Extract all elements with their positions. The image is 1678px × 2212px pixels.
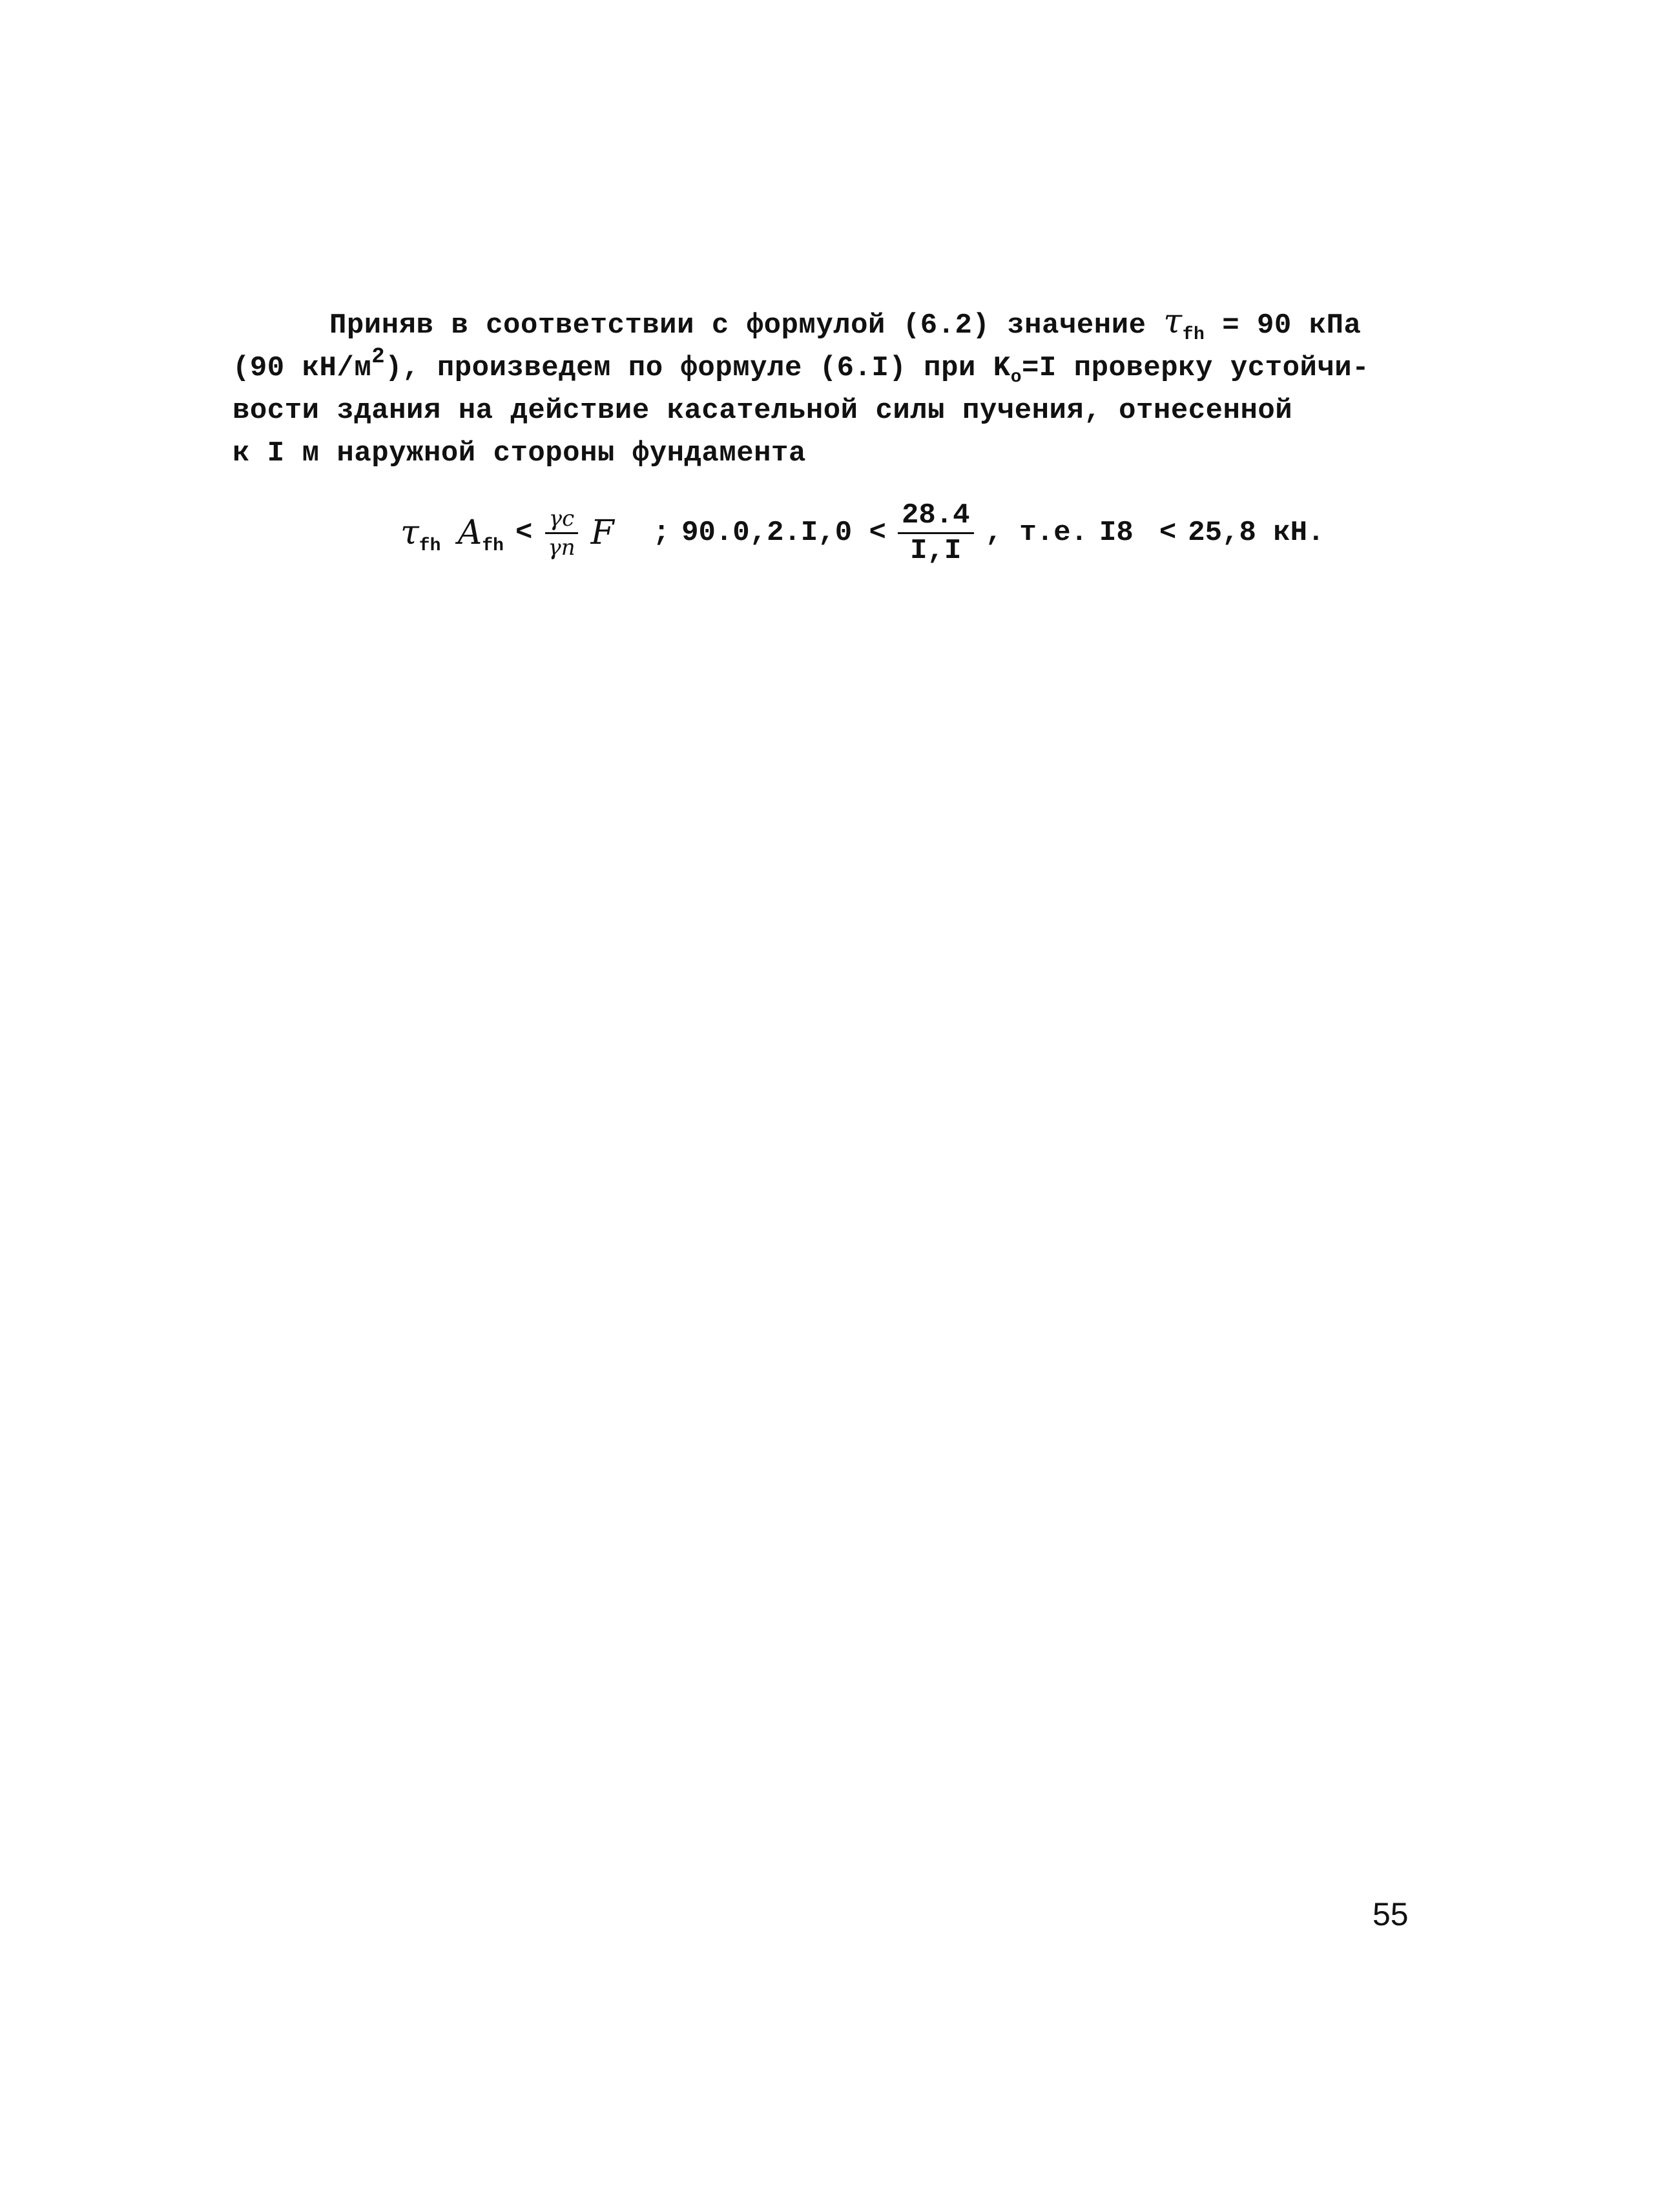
value-fraction [898,501,974,565]
paragraph-line-2 [233,347,1408,389]
area-symbol: A [457,513,482,552]
subscript: fh [419,535,441,556]
fraction-numerator: 28.4 [898,501,974,534]
gamma-fraction [544,505,579,561]
paragraph-line-3: вости здания на действие касательной силы пучения, отнесенной [233,395,1293,427]
result-value: I8 [1099,517,1134,549]
subscript: o [1010,367,1022,388]
page-number: 55 [1372,1896,1409,1932]
less-than-sign: < [515,517,533,549]
calculation: 90.0,2.I,0 < [681,517,886,549]
paragraph-line-4: к I м наружной стороны фундамента [233,437,806,470]
less-than-sign: < [1159,517,1177,549]
fraction-denominator: γn [548,534,575,561]
fraction-numerator: γc [545,508,578,534]
separator: ; [652,517,670,549]
result-limit: 25,8 кН. [1188,517,1325,549]
text-fragment: (90 кН/м [233,352,372,384]
force-symbol: F [590,513,614,552]
text-fragment: = 90 кПа [1222,309,1362,342]
superscript: 2 [371,345,386,369]
tau-symbol: τ [400,513,419,552]
body-paragraph [233,300,1408,475]
text-fragment: =I проверку устойчи- [1022,352,1370,384]
text-fragment: Приняв в соответствии с формулой (6.2) значение [329,309,1146,342]
text-fragment: , т.е. [985,517,1088,549]
paragraph-line-1 [233,300,1408,347]
tau-subscript: fh [1182,325,1205,345]
subscript: fh [482,535,504,556]
fraction-denominator: I,I [910,534,962,567]
tau-symbol: τ [1163,302,1183,341]
formula-lhs [400,513,504,556]
formula [400,497,1336,568]
text-fragment: ), произведем по формуле (6.I) при K [385,352,1011,384]
